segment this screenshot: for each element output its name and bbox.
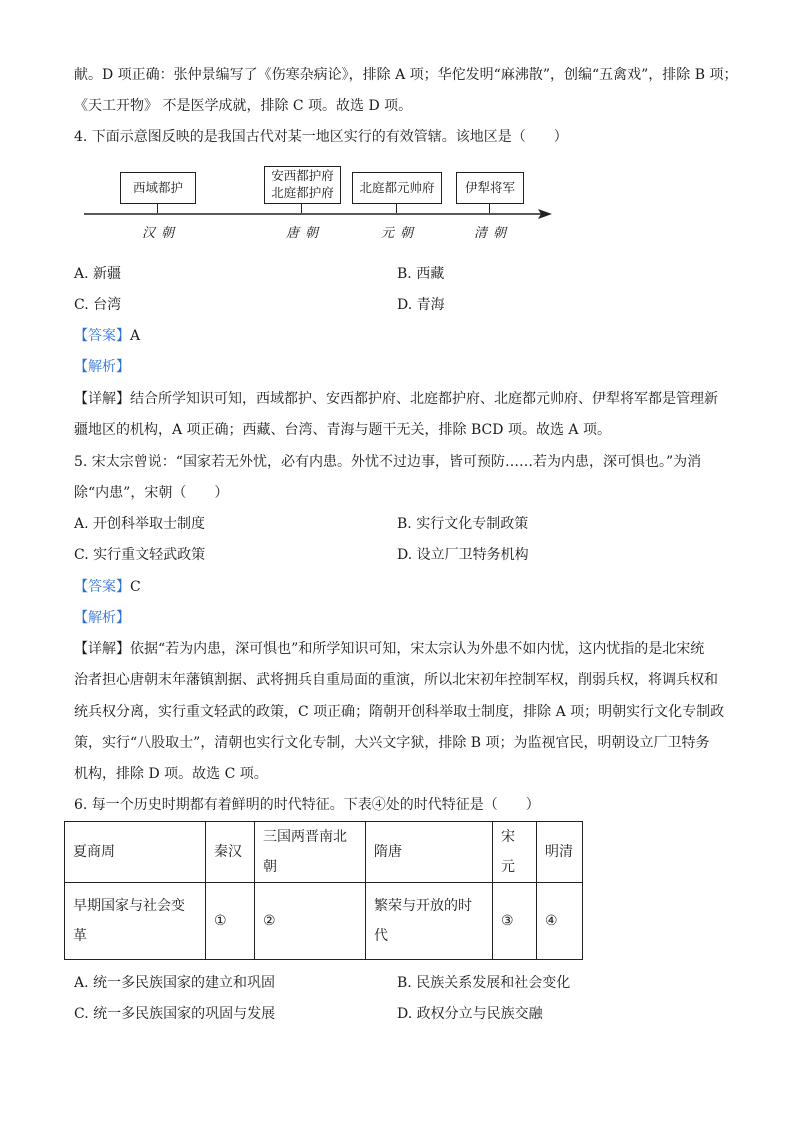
- q5-detail-line-3: 统兵权分离，实行重文轻武的政策，C 项正确；隋朝开创科举取士制度，排除 A 项；明朝实行文化专制政: [74, 704, 725, 720]
- intro-line-1: 献。D 项正确：张仲景编写了《伤寒杂病论》，排除 A 项；华佗发明“麻沸散”，创编“五禽戏”，排除 B 项；: [74, 67, 738, 83]
- q6-option-c: C. 统一多民族国家的巩固与发展: [74, 1006, 276, 1022]
- q4-option-c: C. 台湾: [74, 297, 122, 313]
- header-xia-shang-zhou: 夏商周: [65, 822, 206, 883]
- q5-detail-line-1: [74, 639, 704, 659]
- q4-detail-tag: 【详解】: [74, 391, 130, 407]
- q6-option-d: D. 政权分立与民族交融: [397, 1006, 543, 1022]
- era-qing: 清朝: [474, 226, 513, 241]
- timeline-arrow: [84, 209, 554, 221]
- era-yuan: 元朝: [381, 226, 420, 241]
- q4-detail-1: 结合所学知识可知，西域都护、安西都护府、北庭都护府、北庭都元帅府、伊犁将军都是管理新: [130, 391, 718, 407]
- box-anxi-beiting: [264, 166, 341, 204]
- box-beiting-yuanshuaifu: 北庭都元帅府: [352, 172, 442, 204]
- q5-stem-2: 除“内患”，宋朝（ ）: [74, 485, 229, 501]
- q5-option-a: A. 开创科举取士制度: [74, 516, 206, 532]
- cell-early-state: [65, 883, 206, 960]
- timeline-diagram: [0, 160, 793, 240]
- q5-answer-tag: 【答案】: [74, 579, 130, 595]
- header-sanguo: 三国两晋南北朝: [255, 822, 366, 883]
- q5-answer: C: [130, 579, 141, 595]
- cell-prosperity-line-1: 繁荣与开放的时: [374, 898, 472, 914]
- q5-detail-1: 依据“若为内患，深可惧也”和所学知识可知，宋太宗认为外患不如内忧，这内忧指的是北宋统: [130, 641, 705, 657]
- cell-early-state-line-1: 早期国家与社会变: [73, 898, 185, 914]
- cell-marker-3: ③: [493, 883, 537, 960]
- era-han: 汉朝: [142, 226, 181, 241]
- q4-answer-line: [74, 326, 140, 346]
- cell-marker-2: ②: [255, 883, 366, 960]
- header-sui-tang: 隋唐: [366, 822, 493, 883]
- q4-option-b: B. 西藏: [397, 266, 445, 282]
- cell-marker-1: ①: [206, 883, 255, 960]
- q5-detail-line-4: 策，实行“八股取士”，清朝也实行文化专制，大兴文字狱，排除 B 项；为监视官民，明朝设立厂卫特务: [74, 735, 710, 751]
- q4-stem: 4. 下面示意图反映的是我国古代对某一地区实行的有效管辖。该地区是（ ）: [74, 129, 568, 145]
- q4-answer: A: [130, 328, 141, 344]
- q4-detail-line-1: [74, 389, 718, 409]
- q5-option-b: B. 实行文化专制政策: [397, 516, 529, 532]
- q5-analysis-tag: 【解析】: [74, 610, 130, 626]
- table-row: [65, 883, 583, 960]
- header-ming-qing: 明清: [537, 822, 583, 883]
- q6-option-b: B. 民族关系发展和社会变化: [397, 975, 571, 991]
- cell-prosperity: [366, 883, 493, 960]
- box-yili-jiangjun: 伊犁将军: [456, 172, 524, 204]
- q5-detail-line-2: 治者担心唐朝末年藩镇割据、武将拥兵自重局面的重演，所以北宋初年控制军权，削弱兵权，将调兵权和: [74, 672, 718, 688]
- header-song-yuan: 宋元: [493, 822, 537, 883]
- box-anxi-duhufu: 安西都护府: [271, 168, 334, 183]
- box-xiyu-duhu: 西域都护: [120, 172, 196, 204]
- q6-option-a: A. 统一多民族国家的建立和巩固: [74, 975, 276, 991]
- header-qin-han: 秦汉: [206, 822, 255, 883]
- q5-stem-1: 5. 宋太宗曾说：“国家若无外忧，必有内患。外忧不过边事，皆可预防……若为内患，深可惧也。”为消: [74, 454, 702, 470]
- era-tang: 唐朝: [286, 226, 325, 241]
- q5-answer-line: [74, 577, 141, 597]
- cell-marker-4: ④: [537, 883, 583, 960]
- box-beiting-duhufu: 北庭都护府: [271, 185, 334, 200]
- q5-option-c: C. 实行重文轻武政策: [74, 547, 206, 563]
- q6-stem: 6. 每一个历史时期都有着鲜明的时代特征。下表④处的时代特征是（ ）: [74, 797, 540, 813]
- q4-analysis-tag: 【解析】: [74, 359, 130, 375]
- table-header-row: [65, 822, 583, 883]
- q4-answer-tag: 【答案】: [74, 328, 130, 344]
- q5-detail-line-5: 机构，排除 D 项。故选 C 项。: [74, 766, 268, 782]
- cell-prosperity-line-2: 代: [374, 928, 388, 944]
- q5-detail-tag: 【详解】: [74, 641, 130, 657]
- q4-option-a: A. 新疆: [74, 266, 122, 282]
- intro-line-2: 《天工开物》 不是医学成就，排除 C 项。故选 D 项。: [74, 98, 413, 114]
- cell-early-state-line-2: 革: [73, 928, 87, 944]
- q4-detail-line-2: 疆地区的机构，A 项正确；西藏、台湾、青海与题干无关，排除 BCD 项。故选 A 项。: [74, 422, 611, 438]
- q4-option-d: D. 青海: [397, 297, 445, 313]
- q5-option-d: D. 设立厂卫特务机构: [397, 547, 529, 563]
- era-table: [64, 821, 583, 960]
